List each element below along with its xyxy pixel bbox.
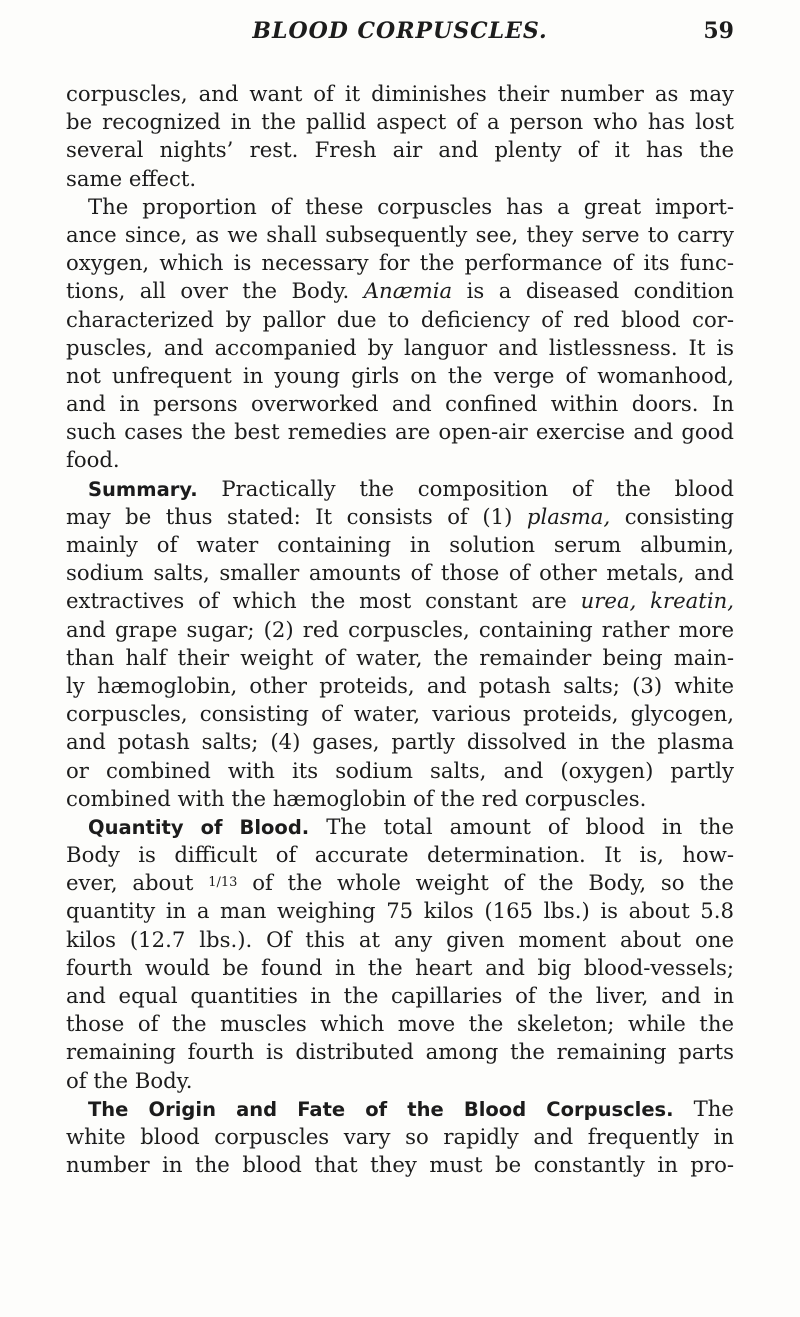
text-run: The total amount of blood in the bbox=[326, 813, 734, 839]
section-heading: Quantity of Blood. bbox=[88, 815, 310, 839]
text-run: Practically the composition of the blood bbox=[221, 475, 734, 501]
text-run: such cases the best remedies are open-air exercise and good bbox=[66, 419, 734, 445]
text-run: may be thus stated: It consists of (1) bbox=[66, 503, 513, 529]
text-line bbox=[66, 306, 734, 334]
text-run: white blood corpuscles vary so rapidly and frequently in bbox=[66, 1123, 734, 1149]
text-line bbox=[66, 475, 734, 503]
text-run: The proportion of these corpuscles has a great import- bbox=[88, 193, 734, 219]
text-line bbox=[66, 249, 734, 277]
text-line bbox=[66, 334, 734, 362]
text-run: ly hæmoglobin, other proteids, and potash salts; (3) white bbox=[66, 672, 734, 698]
text-line bbox=[66, 897, 734, 925]
text-run: than half their weight of water, the remainder being main- bbox=[66, 644, 734, 670]
text-run: fourth would be found in the heart and big blood-vessels; bbox=[66, 954, 734, 980]
text-run: and grape sugar; (2) red corpuscles, containing rather more bbox=[66, 616, 734, 642]
text-run: and potash salts; (4) gases, partly dissolved in the plasma bbox=[66, 729, 734, 755]
text-line bbox=[66, 1067, 734, 1095]
text-line bbox=[66, 1123, 734, 1151]
text-run: oxygen, which is necessary for the performance of its func- bbox=[66, 250, 734, 276]
text-line bbox=[66, 841, 734, 869]
body-text bbox=[66, 80, 734, 1179]
text-run: The bbox=[693, 1095, 734, 1121]
text-line bbox=[66, 503, 734, 531]
italic-term: Anæmia bbox=[363, 278, 453, 304]
text-line bbox=[66, 1010, 734, 1038]
text-line bbox=[66, 982, 734, 1010]
text-line bbox=[66, 80, 734, 108]
text-line bbox=[66, 616, 734, 644]
text-run: ance since, as we shall subsequently see, they serve to carry bbox=[66, 221, 734, 247]
section-heading: Summary. bbox=[88, 477, 198, 501]
text-line bbox=[66, 926, 734, 954]
text-run: not unfrequent in young girls on the verge of womanhood, bbox=[66, 362, 734, 388]
text-run: characterized by pallor due to deficiency of red blood cor- bbox=[66, 306, 734, 332]
text-line bbox=[66, 193, 734, 221]
text-line bbox=[66, 108, 734, 136]
text-line bbox=[66, 136, 734, 164]
text-run: or combined with its sodium salts, and (oxygen) partly bbox=[66, 757, 734, 783]
section-heading: The Origin and Fate of the Blood Corpuscles. bbox=[88, 1097, 674, 1121]
text-line bbox=[66, 728, 734, 756]
text-line bbox=[66, 165, 734, 193]
text-run: Body is difficult of accurate determination. It is, how- bbox=[66, 842, 734, 868]
text-run: puscles, and accompanied by languor and listlessness. It is bbox=[66, 334, 734, 360]
text-line bbox=[66, 1095, 734, 1123]
text-line bbox=[66, 362, 734, 390]
text-line bbox=[66, 757, 734, 785]
text-run: of the whole weight of the Body, so the bbox=[252, 870, 734, 896]
text-run: remaining fourth is distributed among the remaining parts bbox=[66, 1039, 734, 1065]
fraction: 1/13 bbox=[208, 875, 238, 891]
text-line bbox=[66, 559, 734, 587]
text-line bbox=[66, 813, 734, 841]
italic-term: urea, kreatin, bbox=[580, 588, 734, 614]
text-run: those of the muscles which move the skeleton; while the bbox=[66, 1011, 734, 1037]
text-run: tions, all over the Body. bbox=[66, 278, 350, 304]
text-run: is a diseased condition bbox=[466, 278, 734, 304]
text-line bbox=[66, 418, 734, 446]
text-run: and in persons overworked and confined within doors. In bbox=[66, 391, 734, 417]
text-run: consisting bbox=[624, 503, 734, 529]
text-run: quantity in a man weighing 75 kilos (165 lbs.) is about 5.8 bbox=[66, 898, 734, 924]
running-head bbox=[66, 18, 734, 52]
text-run: same effect. bbox=[66, 165, 197, 191]
text-run: corpuscles, and want of it diminishes their number as may bbox=[66, 81, 734, 106]
text-line bbox=[66, 1038, 734, 1066]
text-run: corpuscles, consisting of water, various proteids, glycogen, bbox=[66, 701, 734, 727]
text-run: extractives of which the most constant are bbox=[66, 588, 567, 614]
text-line bbox=[66, 1151, 734, 1179]
text-run: several nights’ rest. Fresh air and plenty of it has the bbox=[66, 137, 734, 163]
text-run: kilos (12.7 lbs.). Of this at any given moment about one bbox=[66, 926, 734, 952]
text-run: sodium salts, smaller amounts of those of other metals, and bbox=[66, 560, 734, 586]
text-line bbox=[66, 221, 734, 249]
text-run: food. bbox=[66, 447, 120, 473]
text-run: number in the blood that they must be constantly in pro- bbox=[66, 1152, 734, 1178]
text-line bbox=[66, 390, 734, 418]
text-line bbox=[66, 277, 734, 305]
text-run: combined with the hæmoglobin of the red corpuscles. bbox=[66, 785, 647, 811]
text-run: of the Body. bbox=[66, 1067, 193, 1093]
text-run: ever, about bbox=[66, 870, 194, 896]
text-line bbox=[66, 446, 734, 474]
page-number: 59 bbox=[703, 18, 734, 44]
text-line bbox=[66, 587, 734, 615]
text-run: be recognized in the pallid aspect of a person who has lost bbox=[66, 109, 734, 135]
italic-term: plasma, bbox=[526, 503, 611, 529]
text-line bbox=[66, 644, 734, 672]
text-run: mainly of water containing in solution serum albumin, bbox=[66, 532, 734, 557]
text-line bbox=[66, 672, 734, 700]
running-title: BLOOD CORPUSCLES. bbox=[252, 18, 548, 44]
text-run: and equal quantities in the capillaries of the liver, and in bbox=[66, 983, 734, 1008]
text-line bbox=[66, 785, 734, 813]
text-line bbox=[66, 531, 734, 559]
text-line bbox=[66, 700, 734, 728]
text-line bbox=[66, 954, 734, 982]
text-line bbox=[66, 869, 734, 897]
